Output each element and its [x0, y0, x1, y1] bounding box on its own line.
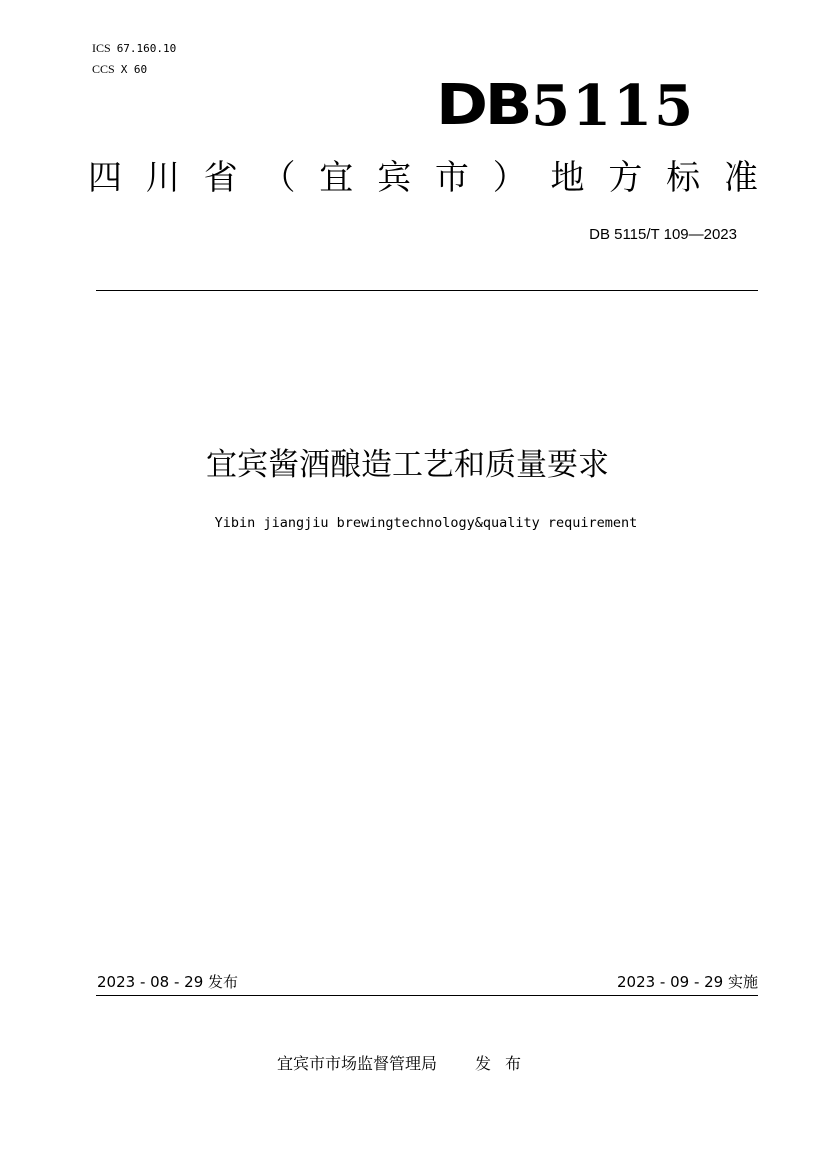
implementation-date: 2023 - 09 - 29 实施 [616, 973, 758, 991]
standard-type-char: 准 [723, 158, 758, 198]
standard-type-char: 宾 [377, 158, 412, 198]
db-logo [436, 72, 696, 139]
issuer-action: 发布 [475, 1054, 536, 1073]
db-logo-number: 5115 [531, 73, 696, 139]
document-subtitle-english: Yibin jiangjiu brewingtechnology&quality requirement [214, 515, 638, 531]
standard-type-heading [88, 155, 758, 201]
standard-type-char: ） [492, 158, 527, 198]
issuer-name: 宜宾市市场监督管理局 [277, 1054, 438, 1073]
standard-type-char: （ [261, 158, 296, 198]
standard-type-char: 川 [145, 158, 180, 198]
top-divider [96, 290, 758, 291]
ccs-label: CCS [92, 62, 115, 76]
bottom-divider [96, 995, 758, 996]
standard-type-char: 方 [608, 158, 643, 198]
issue-date: 2023 - 08 - 29 发布 [97, 973, 239, 991]
standard-type-char: 宜 [319, 158, 354, 198]
ics-label: ICS [92, 41, 111, 55]
standard-type-char: 标 [666, 158, 701, 198]
standard-number: DB 5115/T 109—2023 [589, 226, 737, 243]
standard-type-char: 四 [88, 158, 122, 198]
standard-type-char: 市 [434, 158, 469, 198]
ccs-code: X 60 [120, 63, 148, 76]
issuer-line [277, 1053, 535, 1075]
standard-type-char: 省 [203, 158, 238, 198]
standard-type-char: 地 [550, 158, 585, 198]
ics-code: 67.160.10 [116, 42, 177, 55]
db-logo-letters: DB [436, 73, 530, 138]
document-title: 宜宾酱酒酿造工艺和质量要求 [206, 447, 609, 483]
ccs-classification [92, 62, 147, 77]
ics-classification [92, 41, 176, 56]
